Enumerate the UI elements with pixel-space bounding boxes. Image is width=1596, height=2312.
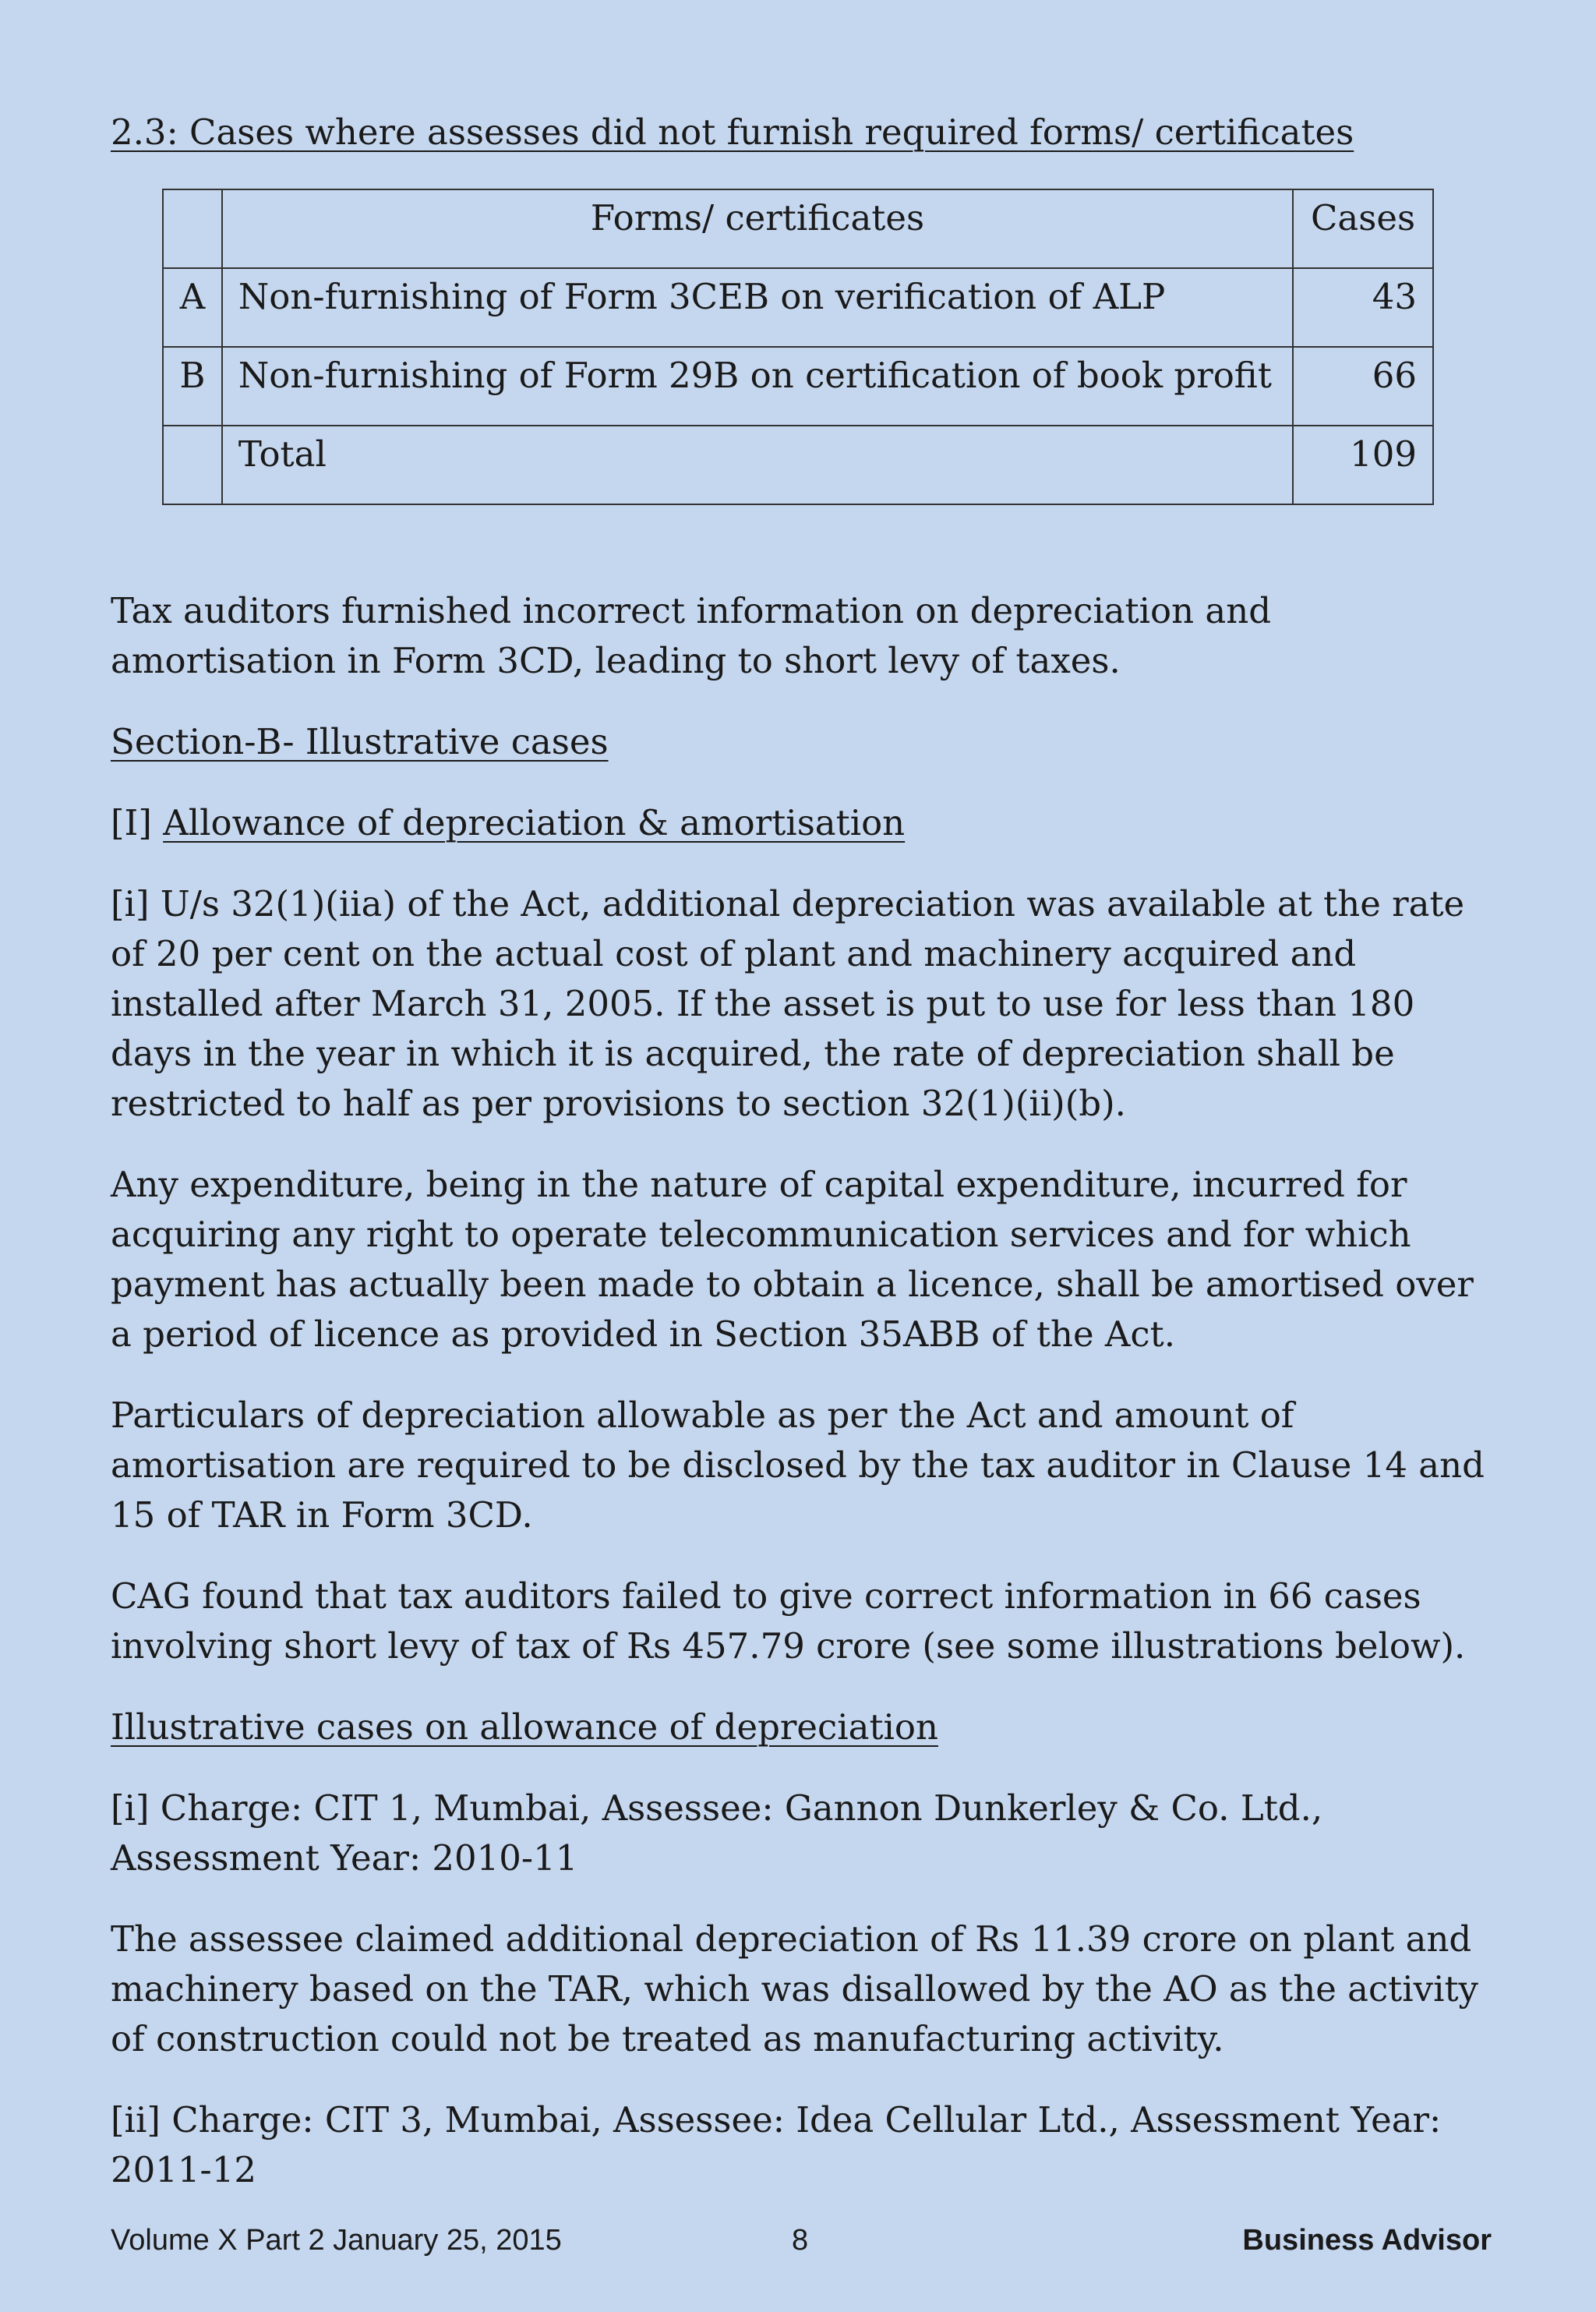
table-total-row: [163, 426, 1433, 504]
table-row: [163, 347, 1433, 426]
row-cases-cell: 66: [1293, 347, 1433, 426]
header-label-cell: [163, 189, 222, 268]
subsection-prefix: [I]: [111, 802, 164, 843]
table-header-row: [163, 189, 1433, 268]
footer-publication: Business Advisor: [1242, 2224, 1492, 2257]
header-forms-cell: Forms/ certificates: [222, 189, 1293, 268]
case-i-charge: [i] Charge: CIT 1, Mumbai, Assessee: Gannon Dunkerley & Co. Ltd., Assessment Year: 2010-11: [111, 1787, 1323, 1879]
section-b-heading-text: Section-B- Illustrative cases: [111, 721, 609, 762]
section-heading: 2.3: Cases where assesses did not furnish required forms/ certificates: [111, 111, 1354, 153]
row-label-cell: B: [163, 347, 222, 426]
paragraph-cag-findings: CAG found that tax auditors failed to give correct information in 66 cases involving short levy of tax of Rs 457.79 crore (see some illustrations below).: [111, 1575, 1466, 1667]
section-b-heading: [111, 717, 1492, 767]
row-label-cell: A: [163, 268, 222, 347]
row-cases-cell: 109: [1293, 426, 1433, 504]
paragraph-additional-depreciation: [i] U/s 32(1)(iia) of the Act, additional depreciation was available at the rate of 20 per cent on the actual cost of plant and machinery acquired and installed after March 31, 2005. If the asset is put to use for less than 180 days in the year in which it is acquired, the rate of depreciation shall be restricted to half as per provisions to section 32(1)(ii)(b).: [111, 883, 1465, 1124]
table-row: [163, 268, 1433, 347]
forms-table: [162, 189, 1434, 505]
header-cases-cell: Cases: [1293, 189, 1433, 268]
paragraph-tax-auditors: Tax auditors furnished incorrect information on depreciation and amortisation in Form 3CD, leading to short levy of taxes.: [111, 590, 1272, 681]
document-page: [111, 108, 1492, 2226]
footer-volume: Volume X Part 2 January 25, 2015: [111, 2224, 562, 2257]
row-desc-cell: Total: [222, 426, 1293, 504]
row-desc-cell: Non-furnishing of Form 3CEB on verification of ALP: [222, 268, 1293, 347]
row-cases-cell: 43: [1293, 268, 1433, 347]
illustrative-heading: [111, 1702, 1492, 1752]
footer-page-number: 8: [792, 2224, 809, 2257]
page-footer: [111, 2220, 1492, 2261]
subsection-heading: [111, 798, 1492, 848]
row-desc-cell: Non-furnishing of Form 29B on certification of book profit: [222, 347, 1293, 426]
case-ii-charge: [ii] Charge: CIT 3, Mumbai, Assessee: Idea Cellular Ltd., Assessment Year: 2011-12: [111, 2099, 1442, 2190]
subsection-title: Allowance of depreciation & amortisation: [163, 802, 906, 843]
illustrative-heading-text: Illustrative cases on allowance of depreciation: [111, 1706, 939, 1748]
paragraph-particulars: Particulars of depreciation allowable as per the Act and amount of amortisation are required to be disclosed by the tax auditor in Clause 14 and 15 of TAR in Form 3CD.: [111, 1395, 1485, 1536]
case-i-text: The assessee claimed additional depreciation of Rs 11.39 crore on plant and machinery based on the TAR, which was disallowed by the AO as the activity of construction could not be treated as manufacturing activity.: [111, 1918, 1478, 2059]
row-label-cell: [163, 426, 222, 504]
paragraph-capital-expenditure: Any expenditure, being in the nature of capital expenditure, incurred for acquiring any right to operate telecommunication services and for which payment has actually been made to obtain a licence, shall be amortised over a period of licence as provided in Section 35ABB of the Act.: [111, 1164, 1474, 1355]
